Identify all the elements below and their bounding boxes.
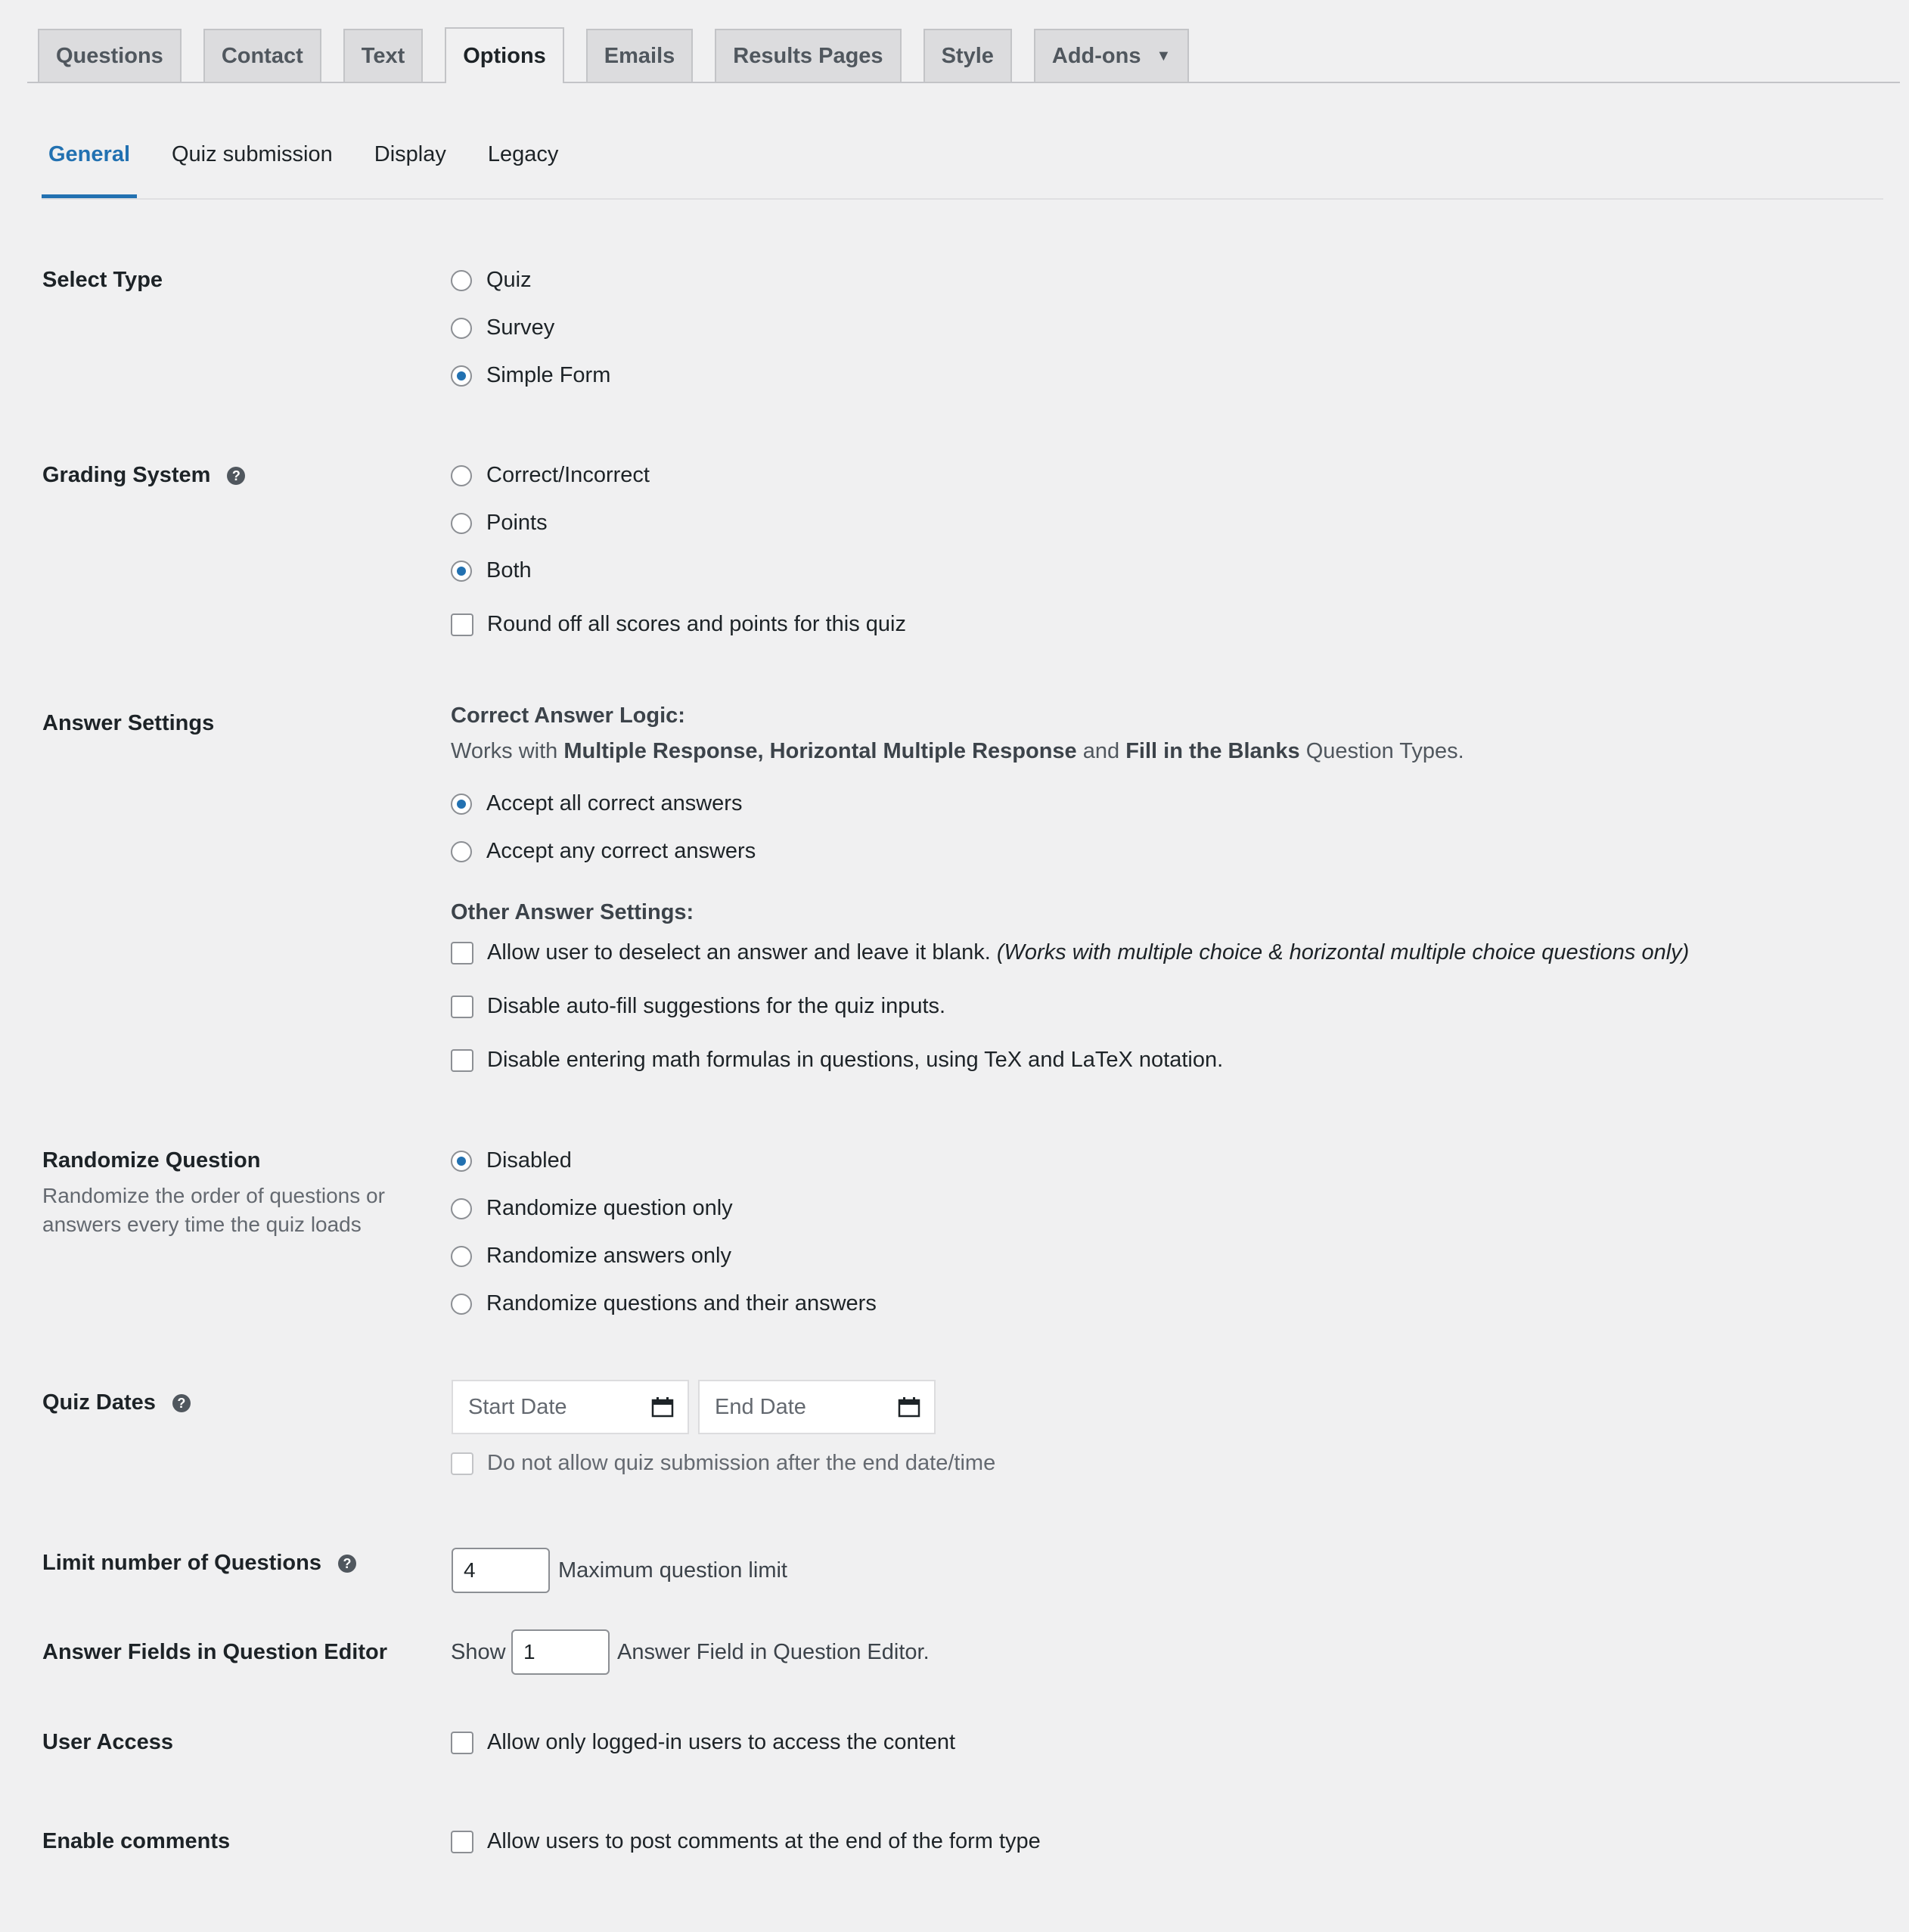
round-off-checkbox[interactable]: Round off all scores and points for this quiz: [451, 612, 906, 637]
subtab-quiz-submission[interactable]: Quiz submission: [172, 142, 333, 166]
select-type-quiz[interactable]: Quiz: [451, 268, 532, 293]
limit-questions-label: Limit number of Questions ?: [42, 1551, 356, 1576]
select-type-survey[interactable]: Survey: [451, 315, 554, 340]
post-comments-checkbox[interactable]: Allow users to post comments at the end of the form type: [451, 1829, 1041, 1854]
tab-style[interactable]: Style: [923, 29, 1012, 82]
tab-questions[interactable]: Questions: [38, 29, 182, 82]
radio-icon[interactable]: [451, 841, 472, 862]
question-types-note: Works with Multiple Response, Horizontal Multiple Response and Fill in the Blanks Question Types.: [451, 739, 1464, 763]
radio-icon[interactable]: [451, 270, 472, 291]
checkbox-icon[interactable]: [451, 1732, 473, 1754]
grading-points[interactable]: Points: [451, 511, 548, 536]
randomize-questions-and-answers[interactable]: Randomize questions and their answers: [451, 1291, 877, 1316]
tab-results-pages[interactable]: Results Pages: [715, 29, 901, 82]
other-answer-settings-heading: Other Answer Settings:: [451, 900, 694, 924]
checkbox-icon[interactable]: [451, 996, 473, 1018]
user-access-label: User Access: [42, 1730, 174, 1754]
tab-text[interactable]: Text: [343, 29, 423, 82]
end-date-input[interactable]: End Date: [698, 1380, 936, 1434]
main-tabs: [27, 26, 1900, 83]
select-type-simple-form[interactable]: Simple Form: [451, 363, 610, 388]
logged-in-only-checkbox[interactable]: Allow only logged-in users to access the content: [451, 1730, 955, 1755]
radio-selected-icon[interactable]: [451, 561, 472, 582]
accept-any-correct[interactable]: Accept any correct answers: [451, 839, 756, 864]
radio-icon[interactable]: [451, 1246, 472, 1267]
correct-answer-logic-heading: Correct Answer Logic:: [451, 704, 685, 728]
options-subtabs: [42, 113, 1883, 200]
checkbox-icon[interactable]: [451, 613, 473, 636]
answer-fields-suffix: Answer Field in Question Editor.: [617, 1640, 930, 1664]
subtab-legacy[interactable]: Legacy: [487, 142, 559, 166]
randomize-disabled[interactable]: Disabled: [451, 1148, 572, 1173]
randomize-description: Randomize the order of questions or answers every time the quiz loads: [42, 1184, 385, 1236]
start-date-input[interactable]: Start Date: [452, 1380, 689, 1434]
tab-add-ons[interactable]: Add-ons ▼: [1034, 29, 1189, 82]
calendar-icon[interactable]: [898, 1396, 920, 1418]
calendar-icon[interactable]: [651, 1396, 674, 1418]
tab-contact[interactable]: Contact: [203, 29, 321, 82]
tab-emails[interactable]: Emails: [586, 29, 694, 82]
help-icon[interactable]: ?: [172, 1394, 191, 1412]
radio-icon[interactable]: [451, 513, 472, 534]
help-icon[interactable]: ?: [338, 1555, 356, 1573]
checkbox-icon[interactable]: [451, 1452, 473, 1475]
grading-correct-incorrect[interactable]: Correct/Incorrect: [451, 463, 650, 488]
accept-all-correct[interactable]: Accept all correct answers: [451, 791, 742, 816]
radio-icon[interactable]: [451, 465, 472, 486]
caret-down-icon: ▼: [1156, 47, 1172, 64]
no-submission-after-end-checkbox[interactable]: Do not allow quiz submission after the end date/time: [451, 1451, 995, 1476]
randomize-question-label: Randomize Question: [42, 1148, 261, 1173]
quiz-dates-label: Quiz Dates ?: [42, 1390, 191, 1415]
checkbox-icon[interactable]: [451, 942, 473, 964]
question-limit-suffix: Maximum question limit: [558, 1558, 787, 1583]
select-type-label: Select Type: [42, 268, 163, 292]
radio-selected-icon[interactable]: [451, 365, 472, 387]
answer-fields-label: Answer Fields in Question Editor: [42, 1640, 387, 1664]
randomize-question-only[interactable]: Randomize question only: [451, 1196, 733, 1221]
checkbox-icon[interactable]: [451, 1049, 473, 1072]
radio-icon[interactable]: [451, 1198, 472, 1219]
grading-both[interactable]: Both: [451, 558, 532, 583]
question-limit-input[interactable]: 4: [452, 1548, 550, 1593]
radio-icon[interactable]: [451, 1294, 472, 1315]
enable-comments-label: Enable comments: [42, 1829, 231, 1853]
answer-fields-input[interactable]: 1: [511, 1629, 610, 1675]
radio-selected-icon[interactable]: [451, 794, 472, 815]
checkbox-icon[interactable]: [451, 1831, 473, 1853]
subtab-general[interactable]: General: [42, 113, 137, 198]
subtab-display[interactable]: Display: [374, 142, 446, 166]
help-icon[interactable]: ?: [227, 467, 245, 485]
disable-math-checkbox[interactable]: Disable entering math formulas in questions, using TeX and LaTeX notation.: [451, 1048, 1223, 1073]
deselect-answer-checkbox[interactable]: Allow user to deselect an answer and leave it blank. (Works with multiple choice & horizontal multiple choice questions only): [451, 940, 1689, 965]
answer-fields-prefix: Show: [451, 1640, 506, 1664]
disable-autofill-checkbox[interactable]: Disable auto-fill suggestions for the quiz inputs.: [451, 994, 945, 1019]
randomize-answers-only[interactable]: Randomize answers only: [451, 1244, 731, 1269]
radio-selected-icon[interactable]: [451, 1151, 472, 1172]
radio-icon[interactable]: [451, 318, 472, 339]
answer-settings-label: Answer Settings: [42, 711, 215, 735]
tab-options[interactable]: Options: [445, 27, 564, 83]
grading-system-label: Grading System ?: [42, 463, 245, 488]
